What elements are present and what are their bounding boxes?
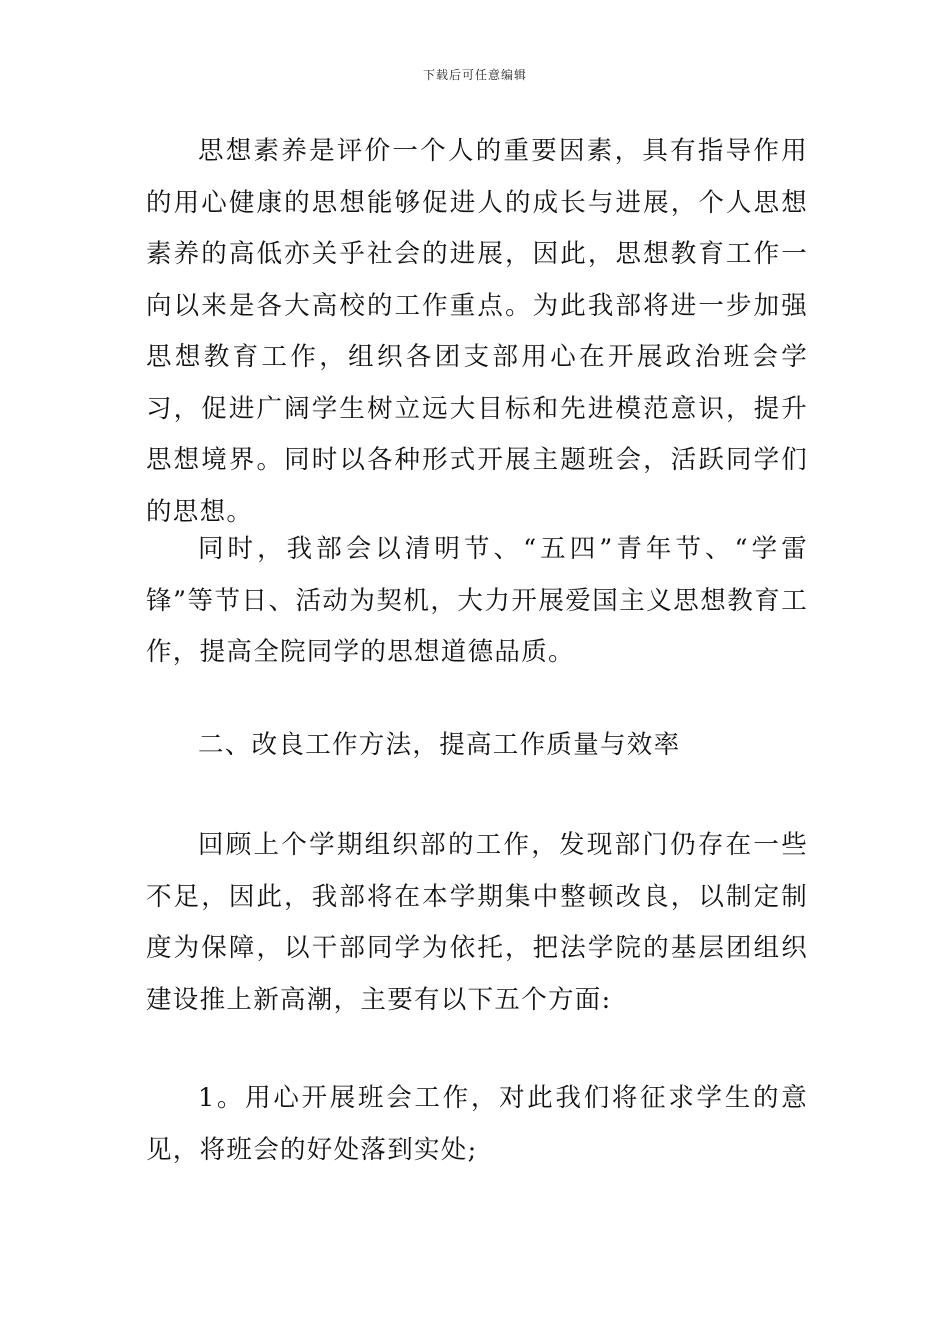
paragraph-ideological-education: 思想素养是评价一个人的重要因素，具有指导作用的用心健康的思想能够促进人的成长与进展，个人思想素养的高低亦关乎社会的进展，因此，思想教育工作一向以来是各大高校的工作重点。为此我部将进一步加强思想教育工作，组织各团支部用心在开展政治班会学习，促进广阔学生树立远大目标和先进模范意识，提升思想境界。同时以各种形式开展主题班会，活跃同学们的思想。	[146, 136, 808, 527]
section-heading-improve-methods: 二、改良工作方法，提高工作质量与效率	[198, 730, 681, 760]
list-item-class-meetings: 1。用心开展班会工作，对此我们将征求学生的意见，将班会的好处落到实处;	[146, 1083, 808, 1165]
header-note: 下载后可任意编辑	[422, 68, 527, 82]
paragraph-review-last-semester: 回顾上个学期组织部的工作，发现部门仍存在一些不足，因此，我部将在本学期集中整顿改良，以制定制度为保障，以干部同学为依托，把法学院的基层团组织建设推上新高潮，主要有以下五个方面:	[146, 830, 808, 1015]
paragraph-festival-activities: 同时，我部会以清明节、“五四”青年节、“学雷锋”等节日、活动为契机，大力开展爱国主义思想教育工作，提高全院同学的思想道德品质。	[146, 534, 808, 667]
